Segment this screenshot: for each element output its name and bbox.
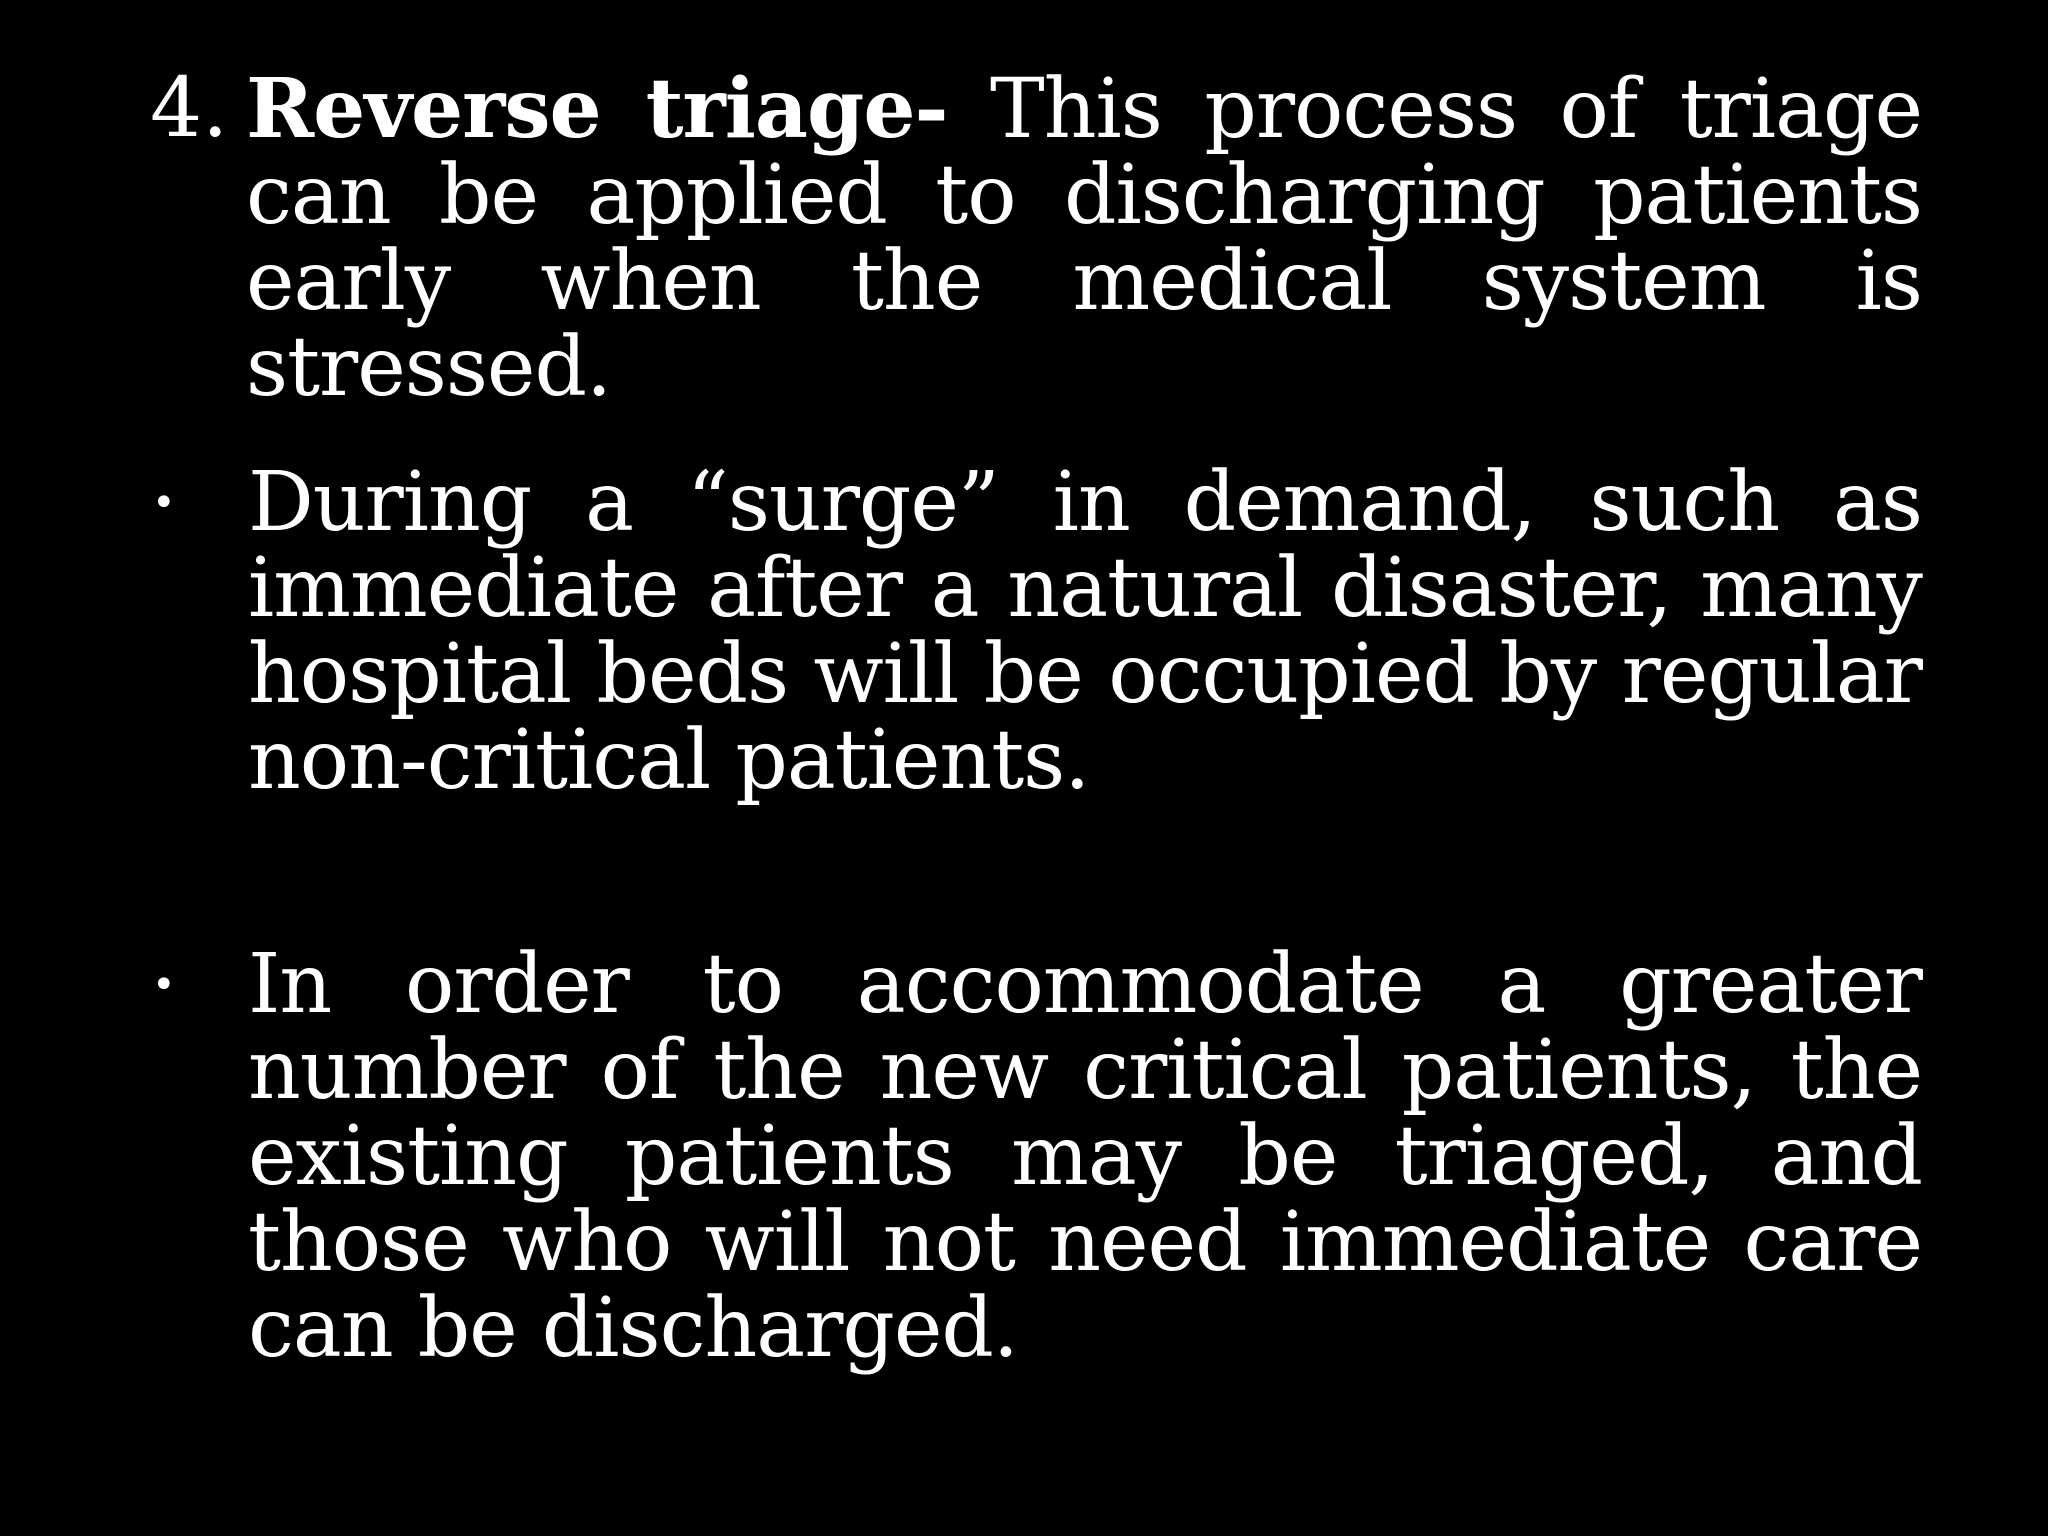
item-paragraph [246,61,1923,415]
item-body-text: This process of triage can be applied to discharging patients early when the medical system is stressed. [246,62,1923,415]
bullet-text: During a “surge” in demand, such as immediate after a natural disaster, many hospital beds will be occupied by regular non-critical patients. [248,455,1922,808]
bullet-icon: • [152,962,176,1008]
item-heading: Reverse triage- [246,61,948,157]
item-number: 4. [150,61,229,156]
bullet-item-accommodate [150,937,1922,1376]
bullet-icon: • [152,480,176,526]
bullet-item-surge [150,455,1922,808]
numbered-item-reverse-triage [150,61,1923,415]
bullet-text: In order to accommodate a greater number of the new critical patients, the existing patients may be triaged, and those who will not need immediate care can be discharged. [248,937,1922,1376]
